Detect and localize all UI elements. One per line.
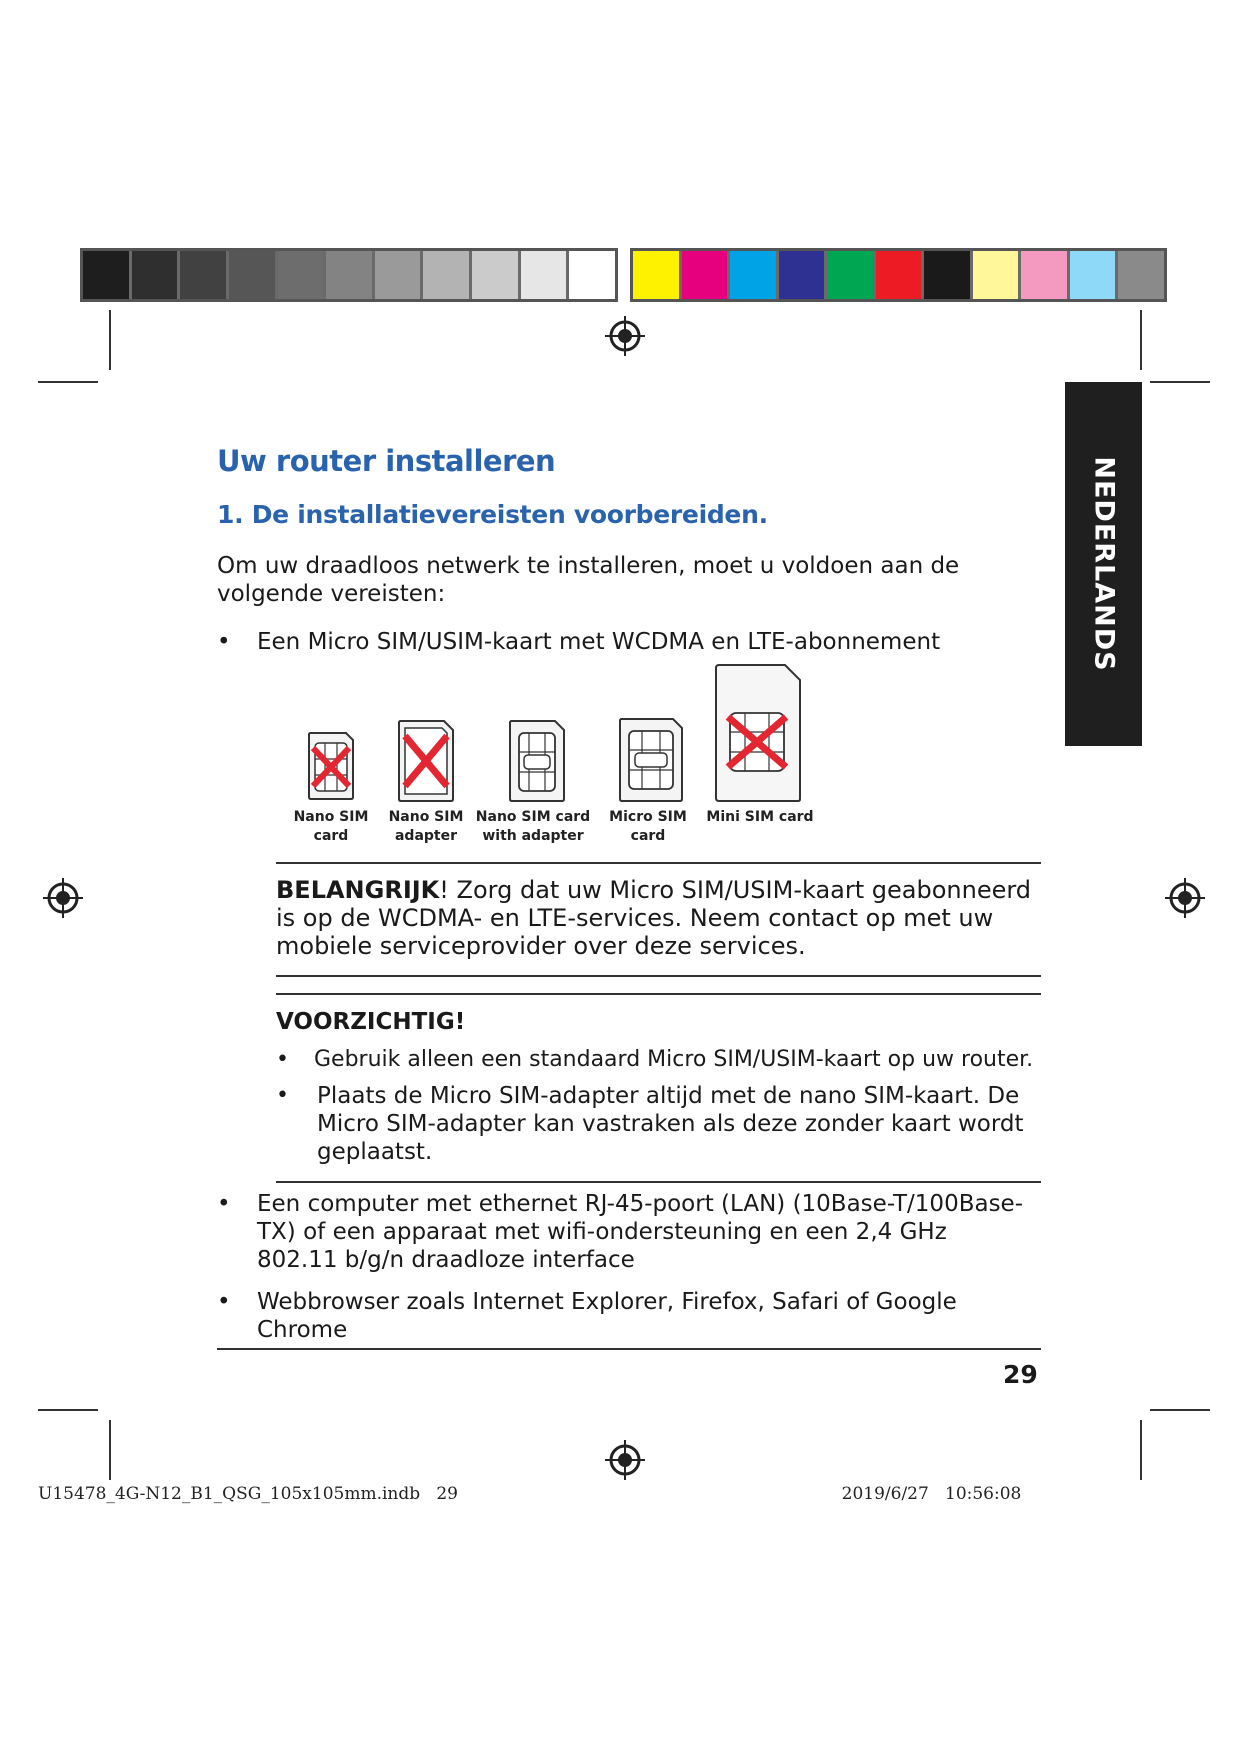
important-label: BELANGRIJK [276,876,440,904]
nano-sim-card-icon [306,731,356,801]
bullet: • [276,1083,289,1108]
caution-title: VOORZICHTIG! [276,1009,466,1035]
caution-bottom-rule [276,1181,1041,1183]
process-color-bar [630,248,1167,302]
gray-swatch [278,251,327,299]
section-heading: 1. De installatievereisten voorbereiden. [217,500,768,529]
sim-label: Micro SIM card [609,809,687,844]
important-bottom-rule [276,975,1041,977]
sim-label: Nano SIM adapter [388,809,464,844]
mini-sim-card-icon [713,663,803,803]
crop-mark-bottom-left-h [38,1409,98,1411]
registration-mark-icon [603,1438,647,1482]
sim-label: Nano SIM card [293,809,369,844]
intro-paragraph: Om uw draadloos netwerk te installeren, moet u voldoen aan de volgende vereisten: [217,553,960,607]
page-title: Uw router installeren [217,444,556,478]
registration-mark-icon [603,314,647,358]
gray-swatch [326,251,375,299]
grayscale-color-bar [80,248,618,302]
gray-swatch [229,251,278,299]
print-slug: U15478_4G-N12_B1_QSG_105x105mm.indb 29 2019/6/27 10:56:08 [38,1484,1022,1504]
page-number: 29 [1003,1360,1038,1389]
color-swatch [779,251,828,299]
requirement-text: Een computer met ethernet RJ-45-poort (LAN) (10Base-T/100Base-TX) of een apparaat met wifi-ondersteuning en een 2,4 GHz 802.11 b/g/n draadloze interface [257,1191,1024,1273]
crop-mark-top-left-h [38,381,98,383]
language-label: NEDERLANDS [1088,456,1119,672]
crop-mark-top-right-h [1150,381,1210,383]
crop-mark-bottom-right-v [1140,1420,1142,1480]
color-swatch [1118,251,1164,299]
caution-text: Plaats de Micro SIM-adapter altijd met de nano SIM-kaart. De Micro SIM-adapter kan vastraken als deze zonder kaart wordt geplaatst. [317,1083,1024,1165]
color-swatch [876,251,925,299]
gray-swatch [132,251,181,299]
bullet: • [217,1289,231,1315]
color-swatch [1070,251,1119,299]
crop-mark-top-left-v [109,310,111,370]
requirement-text: Een Micro SIM/USIM-kaart met WCDMA en LTE-abonnement [257,629,941,655]
important-top-rule [276,862,1041,864]
micro-sim-card-icon [617,717,685,803]
registration-mark-icon [41,876,85,920]
gray-swatch [569,251,615,299]
color-swatch [973,251,1022,299]
color-swatch [682,251,731,299]
sim-label: Mini SIM card [706,809,814,825]
gray-swatch [472,251,521,299]
nano-sim-adapter-icon [396,719,456,803]
crop-mark-bottom-right-h [1150,1409,1210,1411]
nano-sim-with-adapter-icon [507,719,567,803]
gray-swatch [521,251,570,299]
requirement-text: Webbrowser zoals Internet Explorer, Firefox, Safari of Google Chrome [257,1289,957,1343]
bullet: • [217,629,231,655]
gray-swatch [375,251,424,299]
gray-swatch [83,251,132,299]
registration-mark-icon [1163,876,1207,920]
color-swatch [730,251,779,299]
important-note [276,876,1041,960]
color-swatch [827,251,876,299]
crop-mark-bottom-left-v [109,1420,111,1480]
gray-swatch [180,251,229,299]
color-swatch [924,251,973,299]
color-swatch [633,251,682,299]
sim-label: Nano SIM card with adapter [475,809,591,844]
page-bottom-rule [217,1348,1041,1350]
color-swatch [1021,251,1070,299]
language-side-tab [1065,382,1142,746]
important-text: ! Zorg dat uw Micro SIM/USIM-kaart geabonneerd is op de WCDMA- en LTE-services. Neem contact op met uw mobiele serviceprovider over deze services. [276,876,1032,960]
gray-swatch [423,251,472,299]
caution-text: Gebruik alleen een standaard Micro SIM/USIM-kaart op uw router. [314,1047,1034,1072]
bullet: • [217,1191,231,1217]
caution-top-rule [276,993,1041,995]
bullet: • [276,1047,289,1072]
crop-mark-top-right-v [1140,310,1142,370]
